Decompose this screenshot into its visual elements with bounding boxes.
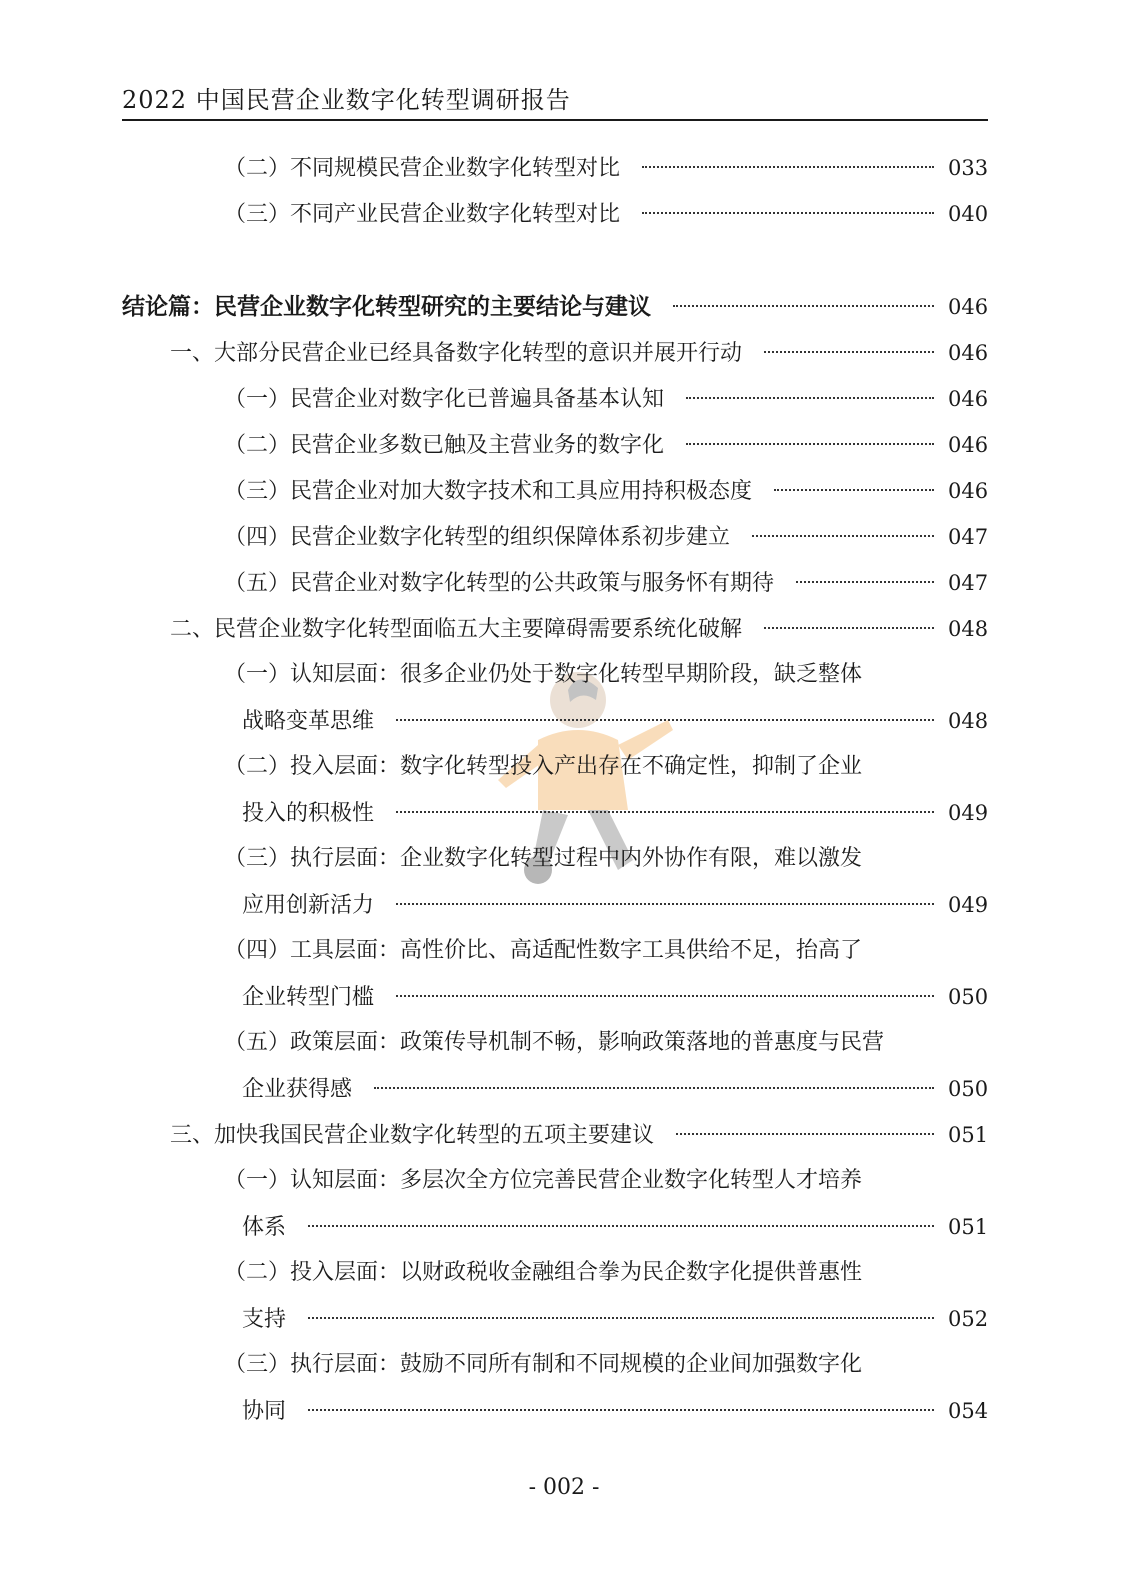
toc-leader-dots bbox=[752, 535, 934, 537]
toc-entry[interactable] bbox=[242, 1304, 988, 1335]
toc-leader-dots bbox=[764, 627, 934, 629]
toc-entry-label[interactable]: （一）认知层面：多层次全方位完善民营企业数字化转型人才培养 bbox=[224, 1168, 863, 1193]
toc-entry-label-cont: 战略变革思维 bbox=[242, 709, 375, 734]
toc-page-number: 046 bbox=[948, 295, 989, 319]
toc-entry[interactable] bbox=[242, 706, 988, 737]
toc-entry[interactable] bbox=[242, 1074, 988, 1105]
toc-leader-dots bbox=[676, 1133, 934, 1135]
toc-entry-label[interactable]: （二）投入层面：数字化转型投入产出存在不确定性，抑制了企业 bbox=[224, 754, 863, 779]
toc-entry-label: 三、加快我国民营企业数字化转型的五项主要建议 bbox=[170, 1123, 655, 1148]
toc-entry-label-cont: 协同 bbox=[242, 1399, 287, 1424]
toc-page-number: 054 bbox=[948, 1399, 989, 1423]
toc-entry[interactable] bbox=[224, 568, 988, 599]
toc-page-number: 046 bbox=[948, 433, 989, 457]
header-divider bbox=[122, 119, 988, 121]
toc-leader-dots bbox=[774, 489, 934, 491]
toc-leader-dots bbox=[673, 305, 934, 307]
toc-leader-dots bbox=[396, 903, 934, 905]
toc-entry-label: 一、大部分民营企业已经具备数字化转型的意识并展开行动 bbox=[170, 341, 743, 366]
toc-entry-label[interactable]: （四）工具层面：高性价比、高适配性数字工具供给不足，抬高了 bbox=[224, 938, 863, 963]
toc-page-number: 046 bbox=[948, 387, 989, 411]
toc-leader-dots bbox=[642, 212, 934, 214]
toc-page-number: 050 bbox=[948, 1077, 989, 1101]
toc-entry[interactable] bbox=[224, 384, 988, 415]
toc-entry-label[interactable]: （三）执行层面：鼓励不同所有制和不同规模的企业间加强数字化 bbox=[224, 1352, 863, 1377]
toc-leader-dots bbox=[642, 166, 934, 168]
toc-entry[interactable] bbox=[242, 798, 988, 829]
toc-page-number: 040 bbox=[948, 202, 989, 226]
page-number-footer: - 002 - bbox=[528, 1475, 600, 1500]
toc-entry-label[interactable]: （五）政策层面：政策传导机制不畅，影响政策落地的普惠度与民营 bbox=[224, 1030, 885, 1055]
toc-entry[interactable] bbox=[224, 199, 988, 230]
toc-entry-label: （三）民营企业对加大数字技术和工具应用持积极态度 bbox=[224, 479, 753, 504]
toc-entry[interactable] bbox=[242, 982, 988, 1013]
toc-leader-dots bbox=[764, 351, 934, 353]
toc-leader-dots bbox=[396, 811, 934, 813]
toc-entry[interactable] bbox=[242, 1396, 988, 1427]
running-header: 2022 中国民营企业数字化转型调研报告 bbox=[122, 86, 571, 114]
toc-page-number: 048 bbox=[948, 709, 989, 733]
toc-leader-dots bbox=[796, 581, 934, 583]
toc-entry-label: （四）民营企业数字化转型的组织保障体系初步建立 bbox=[224, 525, 731, 550]
toc-leader-dots bbox=[396, 719, 934, 721]
toc-entry-label: （二）不同规模民营企业数字化转型对比 bbox=[224, 156, 621, 181]
toc-entry-label-cont: 应用创新活力 bbox=[242, 893, 375, 918]
toc-page-number: 046 bbox=[948, 341, 989, 365]
toc-entry-label: （三）不同产业民营企业数字化转型对比 bbox=[224, 202, 621, 227]
toc-page-number: 052 bbox=[948, 1307, 989, 1331]
toc-entry[interactable] bbox=[224, 476, 988, 507]
toc-page-number: 050 bbox=[948, 985, 989, 1009]
toc-leader-dots bbox=[686, 443, 934, 445]
toc-leader-dots bbox=[686, 397, 934, 399]
toc-leader-dots bbox=[308, 1225, 934, 1227]
toc-entry-label: 结论篇：民营企业数字化转型研究的主要结论与建议 bbox=[122, 293, 651, 320]
toc-entry-label[interactable]: （二）投入层面：以财政税收金融组合拳为民企数字化提供普惠性 bbox=[224, 1260, 863, 1285]
toc-page-number: 049 bbox=[948, 801, 989, 825]
toc-entry-label: （二）民营企业多数已触及主营业务的数字化 bbox=[224, 433, 665, 458]
toc-page-number: 048 bbox=[948, 617, 989, 641]
toc-page-number: 047 bbox=[948, 525, 989, 549]
toc-entry[interactable] bbox=[224, 430, 988, 461]
toc-section-heading[interactable] bbox=[170, 1120, 988, 1151]
toc-page-number: 047 bbox=[948, 571, 989, 595]
toc-page-number: 049 bbox=[948, 893, 989, 917]
toc-entry-label: （一）民营企业对数字化已普遍具备基本认知 bbox=[224, 387, 665, 412]
toc-entry-label[interactable]: （一）认知层面：很多企业仍处于数字化转型早期阶段，缺乏整体 bbox=[224, 662, 863, 687]
toc-entry-label[interactable]: （三）执行层面：企业数字化转型过程中内外协作有限，难以激发 bbox=[224, 846, 863, 871]
toc-entry[interactable] bbox=[224, 522, 988, 553]
toc-entry-label-cont: 企业获得感 bbox=[242, 1077, 353, 1102]
toc-page-number: 051 bbox=[948, 1215, 989, 1239]
toc-leader-dots bbox=[374, 1087, 934, 1089]
toc-entry[interactable] bbox=[242, 890, 988, 921]
toc-page-number: 051 bbox=[948, 1123, 989, 1147]
toc-entry[interactable] bbox=[224, 153, 988, 184]
toc-section-heading[interactable] bbox=[170, 614, 988, 645]
toc-page-number: 046 bbox=[948, 479, 989, 503]
toc-entry-label-cont: 体系 bbox=[242, 1215, 287, 1240]
toc-entry-label-cont: 支持 bbox=[242, 1307, 287, 1332]
toc-entry[interactable] bbox=[242, 1212, 988, 1243]
toc-entry-label: （五）民营企业对数字化转型的公共政策与服务怀有期待 bbox=[224, 571, 775, 596]
toc-leader-dots bbox=[308, 1317, 934, 1319]
toc-leader-dots bbox=[396, 995, 934, 997]
toc-part-heading[interactable] bbox=[122, 292, 988, 322]
toc-entry-label-cont: 投入的积极性 bbox=[242, 801, 375, 826]
toc-section-heading[interactable] bbox=[170, 338, 988, 369]
toc-entry-label-cont: 企业转型门槛 bbox=[242, 985, 375, 1010]
toc-leader-dots bbox=[308, 1409, 934, 1411]
toc-entry-label: 二、民营企业数字化转型面临五大主要障碍需要系统化破解 bbox=[170, 617, 743, 642]
toc-page-number: 033 bbox=[948, 156, 989, 180]
